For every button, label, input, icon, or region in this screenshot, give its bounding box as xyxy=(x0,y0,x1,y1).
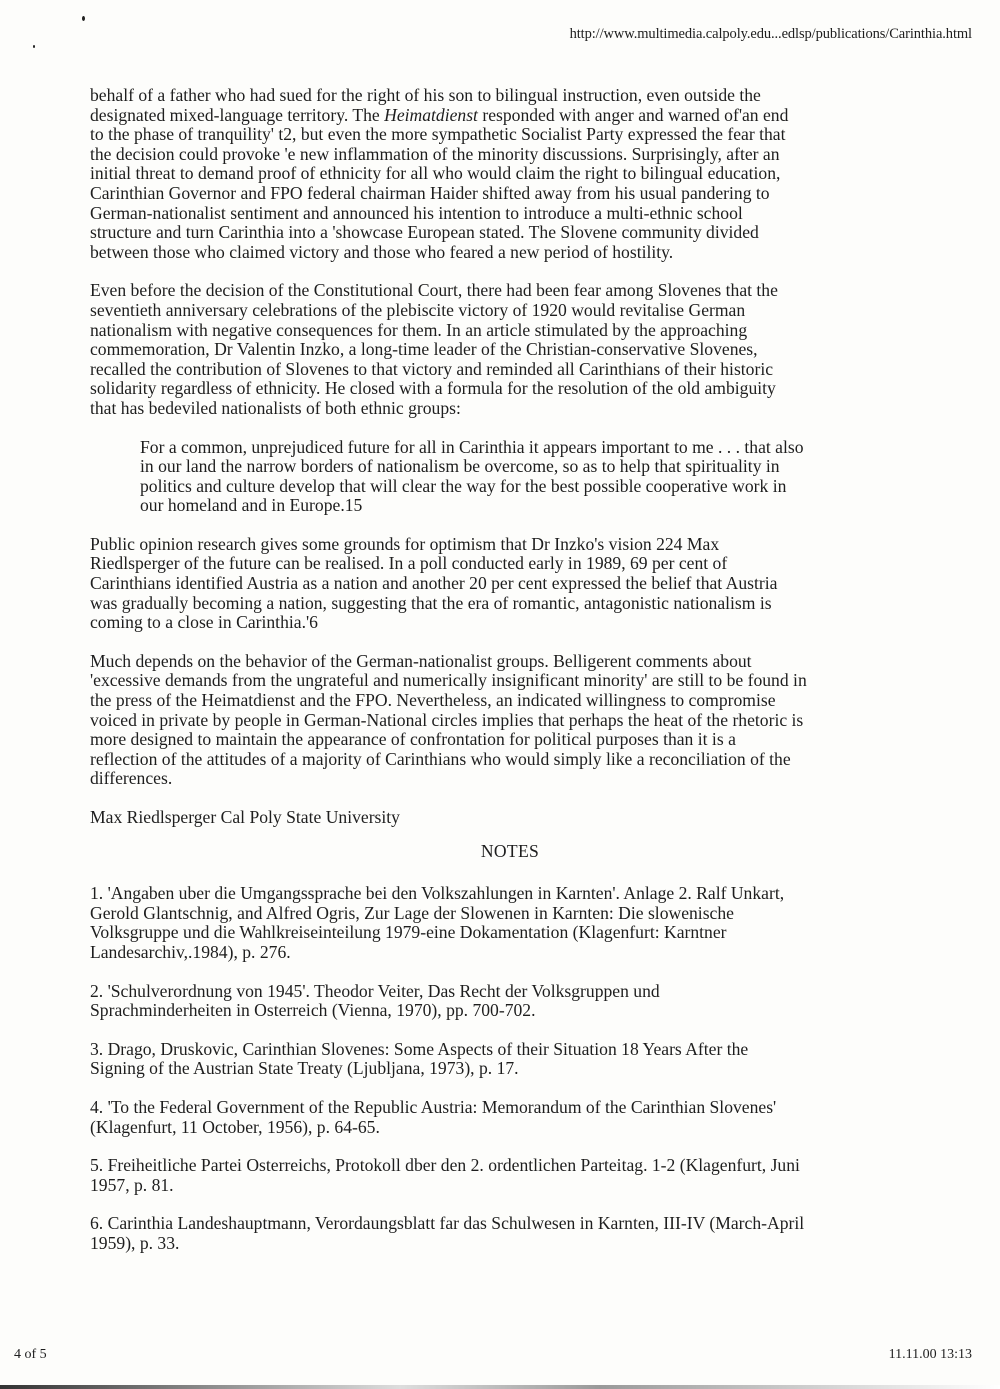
text-line: commemoration, Dr Valentin Inzko, a long-time leader of the Christian-conservative Slovenes, xyxy=(90,339,758,360)
text-line: Gerold Glantschnig, and Alfred Ogris, Zur Lage der Slowenen in Karnten: Die slowenische xyxy=(90,902,734,923)
text-line: designated mixed-language territory. The Heimatdienst responded with anger and warned of'an end xyxy=(90,104,789,125)
text-line: to the phase of tranquility' t2, but even the more sympathetic Socialist Party expressed the fear that xyxy=(90,124,786,145)
text-line: that has bedeviled nationalists of both ethnic groups: xyxy=(90,397,461,418)
text-line: 1. 'Angaben uber die Umgangssprache bei den Volkszahlungen in Karnten'. Anlage 2. Ralf Unkart, xyxy=(90,883,785,904)
text-line: Riedlsperger of the future can be realised. In a poll conducted early in 1989, 69 per cent of xyxy=(90,553,728,574)
text-line: 2. 'Schulverordnung von 1945'. Theodor Veiter, Das Recht der Volksgruppen und xyxy=(90,980,660,1001)
text-line: Carinthian Governor and FPO federal chairman Haider shifted away from his usual pandering to xyxy=(90,182,770,203)
notes-heading: NOTES xyxy=(480,840,540,861)
text-line: Signing of the Austrian State Treaty (Ljubljana, 1973), p. 17. xyxy=(90,1058,519,1079)
text-line: 6. Carinthia Landeshauptmann, Verordaungsblatt far das Schulwesen in Karnten, III-IV (March-April xyxy=(90,1213,805,1234)
text-line: differences. xyxy=(90,768,173,789)
text-line: coming to a close in Carinthia.'6 xyxy=(90,612,318,633)
note-item xyxy=(90,1156,930,1195)
text-line: recalled the contribution of Slovenes to that victory and reminded all Carinthians of their historic xyxy=(90,358,774,379)
scan-edge xyxy=(0,1385,1000,1389)
text-line: reflection of the attitudes of a majority of Carinthians who would simply like a reconciliation of the xyxy=(90,748,791,769)
paragraph xyxy=(90,281,930,418)
text-line: Much depends on the behavior of the German-nationalist groups. Belligerent comments about xyxy=(90,650,752,671)
text-line: Volksgruppe und die Wahlkreiseinteilung 1979-eine Dokamentation (Klagenfurt: Karntner xyxy=(90,922,727,943)
text-line: seventieth anniversary celebrations of the plebiscite victory of 1920 would revitalise German xyxy=(90,299,746,320)
document-body xyxy=(90,86,930,1273)
text-line: more designed to maintain the appearance of confrontation for political purposes than it is a xyxy=(90,729,736,750)
text-line: 1959), p. 33. xyxy=(90,1232,180,1253)
text-line: between those who claimed victory and those who feared a new period of hostility. xyxy=(90,241,674,262)
text-line: Landesarchiv,.1984), p. 276. xyxy=(90,941,291,962)
text-line: initial threat to demand proof of ethnicity for all who would claim the right to bilingual education, xyxy=(90,163,781,184)
text-line: Sprachminderheiten in Osterreich (Vienna, 1970), pp. 700-702. xyxy=(90,1000,536,1021)
paragraph xyxy=(90,535,930,633)
print-datetime: 11.11.00 13:13 xyxy=(888,1347,972,1362)
text-line: Even before the decision of the Constitutional Court, there had been fear among Slovenes that the xyxy=(90,280,778,301)
text-line: the press of the Heimatdienst and the FPO. Nevertheless, an indicated willingness to compromise xyxy=(90,690,776,711)
text-line: 3. Drago, Druskovic, Carinthian Slovenes: Some Aspects of their Situation 18 Years After the xyxy=(90,1038,749,1059)
text-line: our homeland and in Europe.15 xyxy=(140,495,363,516)
paragraph xyxy=(90,86,930,262)
scan-speck xyxy=(33,45,35,48)
text-line: 5. Freiheitliche Partei Osterreichs, Protokoll dber den 2. ordentlichen Parteitag. 1-2 (Klagenfurt, Juni xyxy=(90,1155,800,1176)
text-line: Public opinion research gives some grounds for optimism that Dr Inzko's vision 224 Max xyxy=(90,533,720,554)
block-quote xyxy=(140,438,930,516)
text-line: Carinthians identified Austria as a nation and another 20 per cent expressed the belief that Austria xyxy=(90,573,778,594)
text-line: 'excessive demands from the ungrateful and numerically insignificant minority' are still to be found in xyxy=(90,670,807,691)
italic-term: Heimatdienst xyxy=(384,104,478,125)
note-item xyxy=(90,1040,930,1079)
text-line: German-nationalist sentiment and announced his intention to introduce a multi-ethnic school xyxy=(90,202,743,223)
text-line: (Klagenfurt, 11 October, 1956), p. 64-65. xyxy=(90,1116,380,1137)
note-item xyxy=(90,1098,930,1137)
text-line: behalf of a father who had sued for the right of his son to bilingual instruction, even outside the xyxy=(90,85,761,105)
page-url-header: http://www.multimedia.calpoly.edu...edlsp/publications/Carinthia.html xyxy=(569,26,972,42)
text-line: 4. 'To the Federal Government of the Republic Austria: Memorandum of the Carinthian Slovenes' xyxy=(90,1096,777,1117)
page-number: 4 of 5 xyxy=(14,1347,47,1362)
text-line: 1957, p. 81. xyxy=(90,1174,174,1195)
author-signature: Max Riedlsperger Cal Poly State University xyxy=(90,807,400,827)
note-item xyxy=(90,1214,930,1253)
paragraph xyxy=(90,652,930,789)
text-line: For a common, unprejudiced future for all in Carinthia it appears important to me . . . that also xyxy=(140,436,804,457)
text-line: voiced in private by people in German-National circles implies that perhaps the heat of the rhetoric is xyxy=(90,709,804,730)
text-line: the decision could provoke 'e new inflammation of the minority discussions. Surprisingly, after an xyxy=(90,143,780,164)
text-line: solidarity regardless of ethnicity. He closed with a formula for the resolution of the old ambiguity xyxy=(90,378,776,399)
text-line: politics and culture develop that will clear the way for the best possible cooperative work in xyxy=(140,475,787,496)
text-line: structure and turn Carinthia into a 'showcase European stated. The Slovene community divided xyxy=(90,222,759,243)
scan-speck xyxy=(82,16,85,21)
text-line: was gradually becoming a nation, suggesting that the era of romantic, antagonistic nationalism is xyxy=(90,592,772,613)
text-line: in our land the narrow borders of nationalism be overcome, so as to help that spirituality in xyxy=(140,456,780,477)
note-item xyxy=(90,982,930,1021)
text-line: nationalism with negative consequences for them. In an article stimulated by the approaching xyxy=(90,319,748,340)
note-item xyxy=(90,884,930,962)
